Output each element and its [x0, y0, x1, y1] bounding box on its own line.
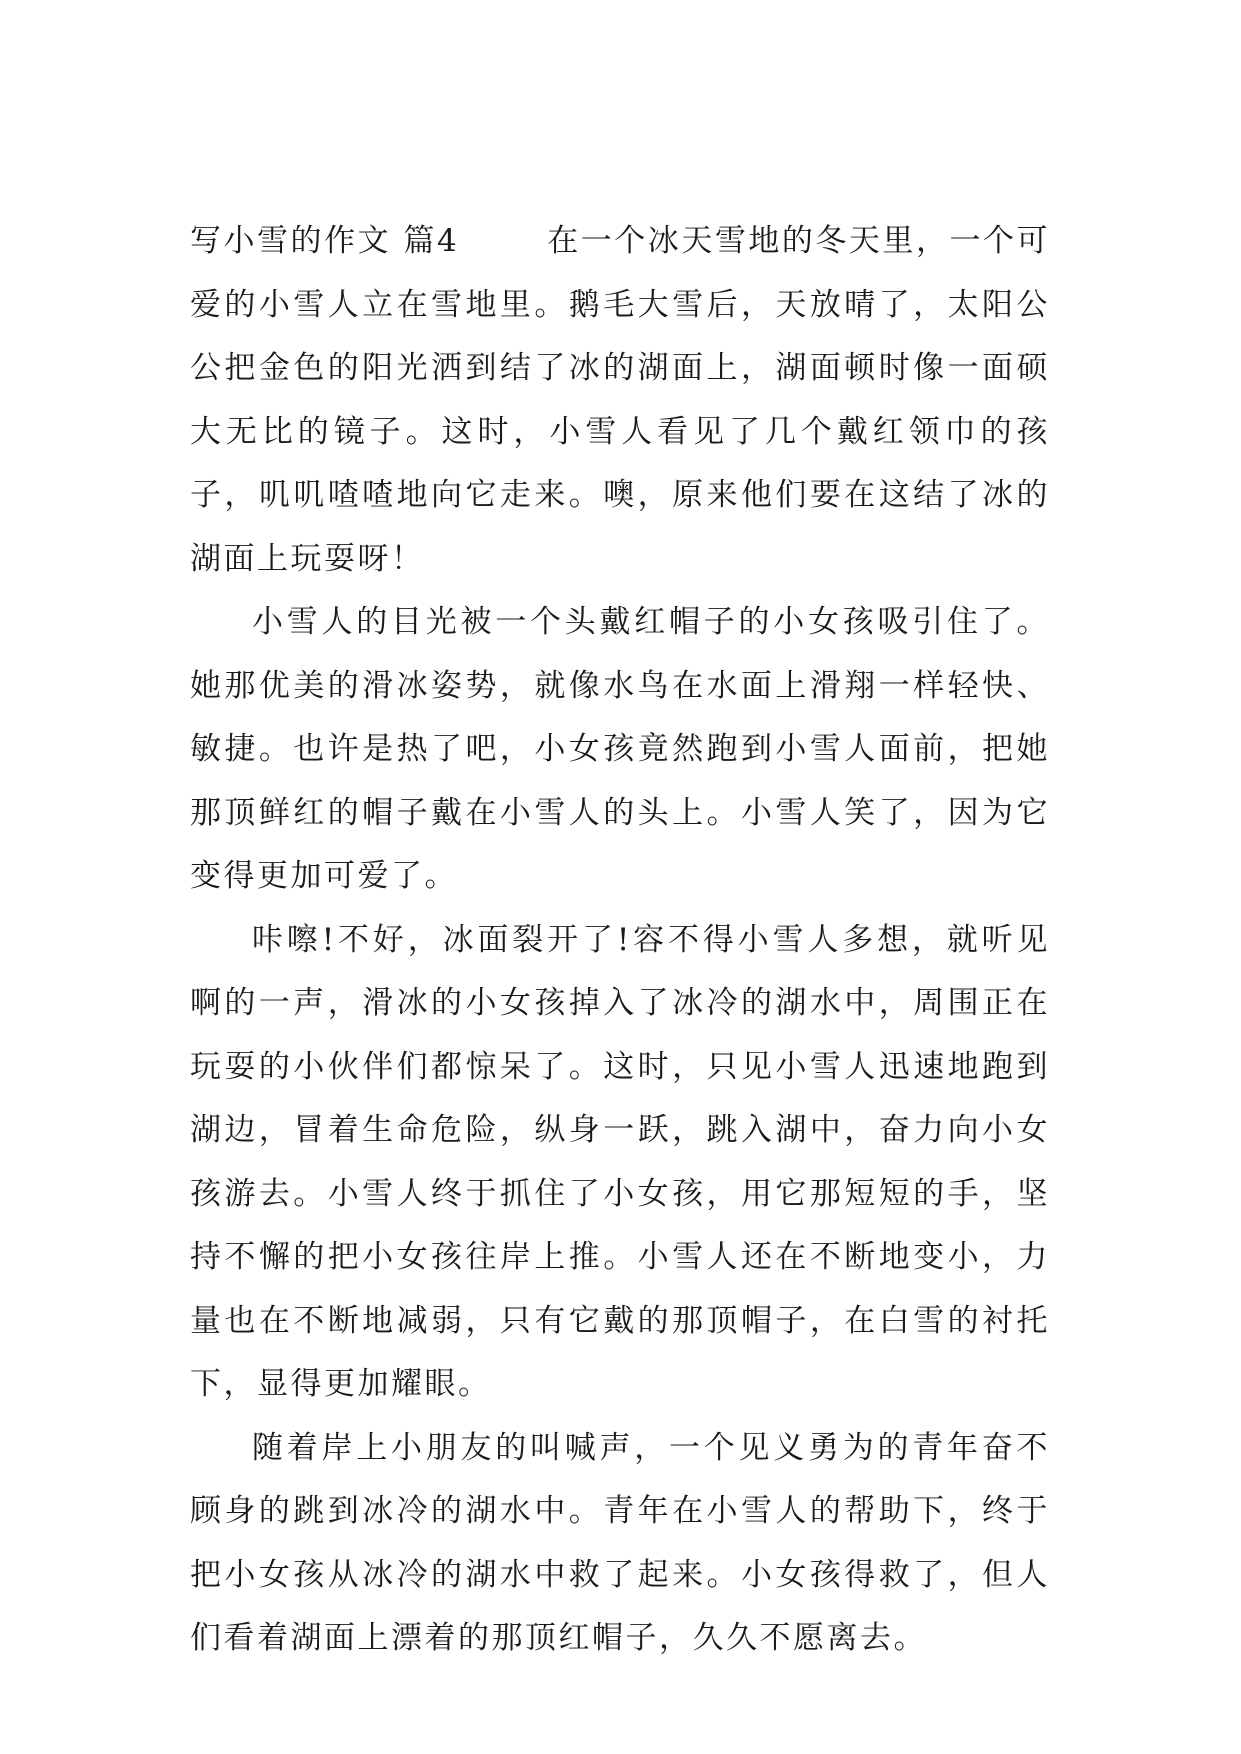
- paragraph-3: 咔嚓!不好，冰面裂开了!容不得小雪人多想，就听见啊的一声，滑冰的小女孩掉入了冰冷的湖水中，周围正在玩耍的小伙伴们都惊呆了。这时，只见小雪人迅速地跑到湖边，冒着生命危险，纵身一跃，跳入湖中，奋力向小女孩游去。小雪人终于抓住了小女孩，用它那短短的手，坚持不懈的把小女孩往岸上推。小雪人还在不断地变小，力量也在不断地减弱，只有它戴的那顶帽子，在白雪的衬托下，显得更加耀眼。: [190, 921, 1050, 1402]
- essay-heading: 写小雪的作文 篇4: [190, 223, 460, 259]
- paragraph-2: 小雪人的目光被一个头戴红帽子的小女孩吸引住了。她那优美的滑冰姿势，就像水鸟在水面上滑翔一样轻快、敏捷。也许是热了吧，小女孩竟然跑到小雪人面前，把她那顶鲜红的帽子戴在小雪人的头上。小雪人笑了，因为它变得更加可爱了。: [190, 604, 1050, 894]
- document-body: [190, 210, 1050, 1671]
- paragraph-4: 随着岸上小朋友的叫喊声，一个见义勇为的青年奋不顾身的跳到冰冷的湖水中。青年在小雪人的帮助下，终于把小女孩从冰冷的湖水中救了起来。小女孩得救了，但人们看着湖面上漂着的那顶红帽子，久久不愿离去。: [190, 1429, 1050, 1656]
- paragraph-1: [190, 210, 1050, 591]
- paragraph-1-text: 在一个冰天雪地的冬天里，一个可爱的小雪人立在雪地里。鹅毛大雪后，天放晴了，太阳公公把金色的阳光洒到结了冰的湖面上，湖面顿时像一面硕大无比的镜子。这时，小雪人看见了几个戴红领巾的孩子，叽叽喳喳地向它走来。噢，原来他们要在这结了冰的湖面上玩耍呀！: [190, 223, 1051, 577]
